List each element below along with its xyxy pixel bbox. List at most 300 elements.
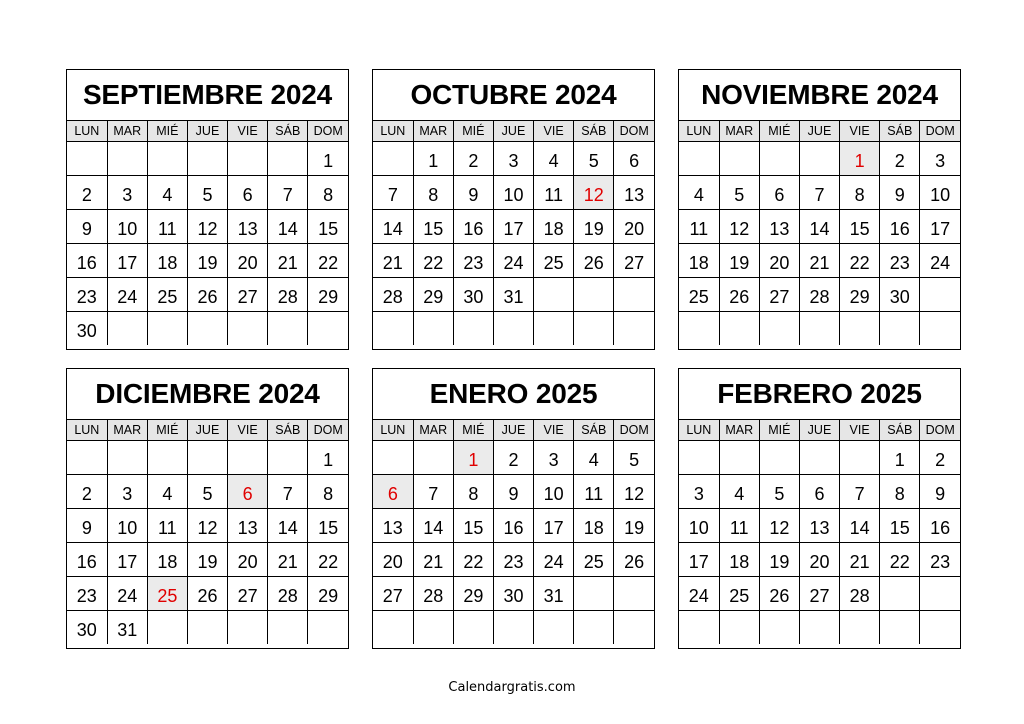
day-number xyxy=(679,342,719,345)
day-cell xyxy=(453,244,493,278)
day-cell xyxy=(453,278,493,312)
day-number xyxy=(920,641,960,644)
weekday-label: JUE xyxy=(799,121,839,142)
week-row xyxy=(679,577,960,611)
weekday-label: MIÉ xyxy=(147,121,187,142)
day-cell xyxy=(574,475,614,509)
empty-day-cell xyxy=(719,611,759,645)
day-number: 11 xyxy=(729,518,749,538)
day-cell xyxy=(107,278,147,312)
day-cell xyxy=(187,244,227,278)
day-number: 29 xyxy=(849,287,870,307)
day-cell xyxy=(308,475,348,509)
day-number: 24 xyxy=(688,586,709,606)
empty-day-cell xyxy=(373,611,413,645)
empty-day-cell xyxy=(373,312,413,346)
week-row xyxy=(373,244,654,278)
weekday-label: SÁB xyxy=(574,121,614,142)
day-cell xyxy=(799,210,839,244)
day-cell xyxy=(799,244,839,278)
day-cell xyxy=(534,509,574,543)
empty-day-cell xyxy=(453,312,493,346)
weekday-label: VIE xyxy=(228,420,268,441)
empty-day-cell xyxy=(147,142,187,176)
day-cell xyxy=(759,543,799,577)
weekday-label: DOM xyxy=(614,420,654,441)
day-cell xyxy=(453,441,493,475)
day-cell xyxy=(453,475,493,509)
week-row xyxy=(67,441,348,475)
week-row xyxy=(373,475,654,509)
day-number: 15 xyxy=(849,219,870,239)
day-number: 16 xyxy=(76,253,97,273)
day-number: 3 xyxy=(122,484,133,504)
day-number: 24 xyxy=(117,287,138,307)
day-cell xyxy=(147,244,187,278)
week-row xyxy=(373,210,654,244)
day-cell xyxy=(920,142,960,176)
empty-day-cell xyxy=(228,142,268,176)
week-row xyxy=(67,176,348,210)
week-row xyxy=(67,312,348,346)
day-cell xyxy=(308,441,348,475)
weekday-label: LUN xyxy=(679,420,719,441)
month-september-2024 xyxy=(66,69,349,350)
day-cell xyxy=(574,142,614,176)
day-number: 28 xyxy=(849,586,870,606)
day-cell xyxy=(880,509,920,543)
day-number xyxy=(840,641,879,644)
month-october-2024 xyxy=(372,69,655,350)
day-number: 30 xyxy=(889,287,910,307)
day-cell xyxy=(268,244,308,278)
day-cell xyxy=(840,142,880,176)
day-cell xyxy=(67,475,107,509)
empty-day-cell xyxy=(147,441,187,475)
weekday-label: VIE xyxy=(840,420,880,441)
week-row xyxy=(67,244,348,278)
month-title: SEPTIEMBRE 2024 xyxy=(67,70,348,121)
day-number: 9 xyxy=(468,185,479,205)
day-number: 25 xyxy=(729,586,750,606)
day-cell xyxy=(228,244,268,278)
empty-day-cell xyxy=(67,142,107,176)
empty-day-cell xyxy=(228,312,268,346)
day-cell xyxy=(107,176,147,210)
day-number: 21 xyxy=(849,552,870,572)
day-number: 7 xyxy=(854,484,865,504)
day-number: 12 xyxy=(769,518,790,538)
day-number: 23 xyxy=(76,287,97,307)
day-number: 9 xyxy=(81,518,92,538)
day-number: 13 xyxy=(769,219,790,239)
day-number: 14 xyxy=(809,219,830,239)
day-number: 5 xyxy=(202,484,213,504)
day-cell xyxy=(679,543,719,577)
day-number: 19 xyxy=(197,253,218,273)
day-number: 22 xyxy=(463,552,484,572)
empty-day-cell xyxy=(719,142,759,176)
week-row xyxy=(679,312,960,346)
week-row xyxy=(679,543,960,577)
day-number: 10 xyxy=(930,185,951,205)
day-number: 8 xyxy=(854,185,865,205)
empty-day-cell xyxy=(759,441,799,475)
weekday-label: SÁB xyxy=(880,420,920,441)
empty-day-cell xyxy=(107,312,147,346)
day-number: 4 xyxy=(734,484,745,504)
day-cell xyxy=(147,210,187,244)
day-cell xyxy=(268,278,308,312)
weekday-label: MAR xyxy=(107,420,147,441)
day-cell xyxy=(67,577,107,611)
empty-day-cell xyxy=(799,312,839,346)
day-cell xyxy=(493,176,533,210)
day-number: 21 xyxy=(382,253,403,273)
day-number xyxy=(373,342,413,345)
day-number: 7 xyxy=(428,484,439,504)
week-row xyxy=(67,577,348,611)
day-number: 15 xyxy=(423,219,444,239)
day-number xyxy=(880,342,919,345)
day-cell xyxy=(534,441,574,475)
day-cell xyxy=(880,475,920,509)
day-cell xyxy=(614,441,654,475)
empty-day-cell xyxy=(67,441,107,475)
day-number: 29 xyxy=(318,586,339,606)
day-cell xyxy=(759,278,799,312)
empty-day-cell xyxy=(880,577,920,611)
empty-day-cell xyxy=(719,441,759,475)
day-cell xyxy=(719,244,759,278)
weekday-label: LUN xyxy=(67,420,107,441)
empty-day-cell xyxy=(187,142,227,176)
day-number: 1 xyxy=(854,151,865,171)
week-row xyxy=(679,441,960,475)
day-cell xyxy=(107,543,147,577)
day-cell xyxy=(228,278,268,312)
day-cell xyxy=(534,210,574,244)
empty-day-cell xyxy=(574,312,614,346)
day-number: 5 xyxy=(629,450,640,470)
empty-day-cell xyxy=(228,611,268,645)
day-number: 6 xyxy=(242,484,253,504)
day-number: 11 xyxy=(544,185,563,205)
weekday-label: JUE xyxy=(187,121,227,142)
day-number: 10 xyxy=(117,518,138,538)
weekday-label: VIE xyxy=(840,121,880,142)
day-cell xyxy=(574,244,614,278)
day-cell xyxy=(413,509,453,543)
day-cell xyxy=(187,210,227,244)
day-cell xyxy=(534,176,574,210)
empty-day-cell xyxy=(799,611,839,645)
week-row xyxy=(67,210,348,244)
day-number: 26 xyxy=(624,552,645,572)
day-number: 17 xyxy=(688,552,709,572)
weekday-label: MIÉ xyxy=(147,420,187,441)
day-number: 5 xyxy=(734,185,745,205)
day-cell xyxy=(373,210,413,244)
day-number: 18 xyxy=(157,552,178,572)
day-number: 18 xyxy=(157,253,178,273)
day-number: 21 xyxy=(277,552,298,572)
empty-day-cell xyxy=(614,577,654,611)
day-cell xyxy=(679,278,719,312)
day-cell xyxy=(493,278,533,312)
weekday-header-row xyxy=(67,420,348,441)
month-title: NOVIEMBRE 2024 xyxy=(679,70,960,121)
day-number: 25 xyxy=(583,552,604,572)
day-cell xyxy=(107,611,147,645)
week-row xyxy=(373,312,654,346)
empty-day-cell xyxy=(614,611,654,645)
day-number: 28 xyxy=(277,287,298,307)
day-number: 24 xyxy=(503,253,524,273)
day-number: 9 xyxy=(81,219,92,239)
empty-day-cell xyxy=(799,441,839,475)
empty-day-cell xyxy=(534,611,574,645)
week-row xyxy=(67,142,348,176)
weekday-label: MIÉ xyxy=(759,121,799,142)
empty-day-cell xyxy=(799,142,839,176)
day-number xyxy=(188,342,227,345)
month-grid xyxy=(373,420,654,644)
day-number: 28 xyxy=(277,586,298,606)
day-number: 16 xyxy=(930,518,951,538)
day-number: 26 xyxy=(729,287,750,307)
day-number: 29 xyxy=(423,287,444,307)
weekday-label: MIÉ xyxy=(453,121,493,142)
day-number: 26 xyxy=(769,586,790,606)
weekday-label: VIE xyxy=(534,121,574,142)
day-cell xyxy=(308,577,348,611)
day-cell xyxy=(453,509,493,543)
empty-day-cell xyxy=(373,142,413,176)
day-number xyxy=(534,342,573,345)
day-cell xyxy=(493,210,533,244)
day-number: 7 xyxy=(282,185,293,205)
weekday-header-row xyxy=(679,121,960,142)
day-cell xyxy=(759,210,799,244)
day-number: 2 xyxy=(81,185,92,205)
day-number: 11 xyxy=(158,518,177,538)
day-cell xyxy=(67,509,107,543)
day-cell xyxy=(413,577,453,611)
day-number: 5 xyxy=(774,484,785,504)
week-row xyxy=(373,509,654,543)
day-number: 29 xyxy=(463,586,484,606)
day-number: 1 xyxy=(894,450,905,470)
day-cell xyxy=(308,142,348,176)
day-cell xyxy=(413,543,453,577)
day-number: 19 xyxy=(197,552,218,572)
day-cell xyxy=(373,176,413,210)
day-cell xyxy=(840,577,880,611)
week-row xyxy=(373,142,654,176)
day-cell xyxy=(493,475,533,509)
day-cell xyxy=(759,475,799,509)
day-number: 16 xyxy=(503,518,524,538)
weekday-label: SÁB xyxy=(268,121,308,142)
day-cell xyxy=(308,509,348,543)
day-cell xyxy=(107,577,147,611)
day-number: 26 xyxy=(583,253,604,273)
week-row xyxy=(67,475,348,509)
day-cell xyxy=(268,509,308,543)
empty-day-cell xyxy=(679,312,719,346)
day-number: 30 xyxy=(463,287,484,307)
weekday-label: MAR xyxy=(719,121,759,142)
empty-day-cell xyxy=(534,312,574,346)
day-number: 20 xyxy=(237,253,258,273)
day-cell xyxy=(614,244,654,278)
day-number: 8 xyxy=(323,484,334,504)
empty-day-cell xyxy=(413,611,453,645)
day-number: 27 xyxy=(769,287,790,307)
day-cell xyxy=(920,441,960,475)
day-cell xyxy=(574,210,614,244)
day-number: 19 xyxy=(624,518,645,538)
day-number: 27 xyxy=(624,253,645,273)
day-cell xyxy=(107,244,147,278)
day-cell xyxy=(453,543,493,577)
footer-website: Calendargratis.com xyxy=(448,680,576,695)
empty-day-cell xyxy=(413,441,453,475)
day-number: 2 xyxy=(935,450,946,470)
empty-day-cell xyxy=(453,611,493,645)
day-cell xyxy=(413,176,453,210)
day-cell xyxy=(574,509,614,543)
day-number: 10 xyxy=(688,518,709,538)
day-cell xyxy=(453,210,493,244)
week-row xyxy=(373,611,654,645)
empty-day-cell xyxy=(308,312,348,346)
day-number: 20 xyxy=(769,253,790,273)
empty-day-cell xyxy=(759,312,799,346)
day-cell xyxy=(719,475,759,509)
empty-day-cell xyxy=(187,441,227,475)
day-cell xyxy=(373,244,413,278)
day-number: 5 xyxy=(588,151,599,171)
day-cell xyxy=(453,142,493,176)
day-number: 18 xyxy=(583,518,604,538)
day-cell xyxy=(799,475,839,509)
day-cell xyxy=(453,577,493,611)
day-cell xyxy=(67,278,107,312)
weekday-label: SÁB xyxy=(574,420,614,441)
day-cell xyxy=(373,509,413,543)
day-cell xyxy=(228,543,268,577)
day-cell xyxy=(719,577,759,611)
week-row xyxy=(679,509,960,543)
day-number xyxy=(148,641,187,644)
month-january-2025 xyxy=(372,368,655,649)
empty-day-cell xyxy=(840,312,880,346)
weekday-label: VIE xyxy=(228,121,268,142)
day-number: 31 xyxy=(543,586,564,606)
empty-day-cell xyxy=(759,611,799,645)
day-number: 13 xyxy=(237,219,258,239)
empty-day-cell xyxy=(920,611,960,645)
day-number: 27 xyxy=(809,586,830,606)
day-number: 16 xyxy=(76,552,97,572)
day-cell xyxy=(759,244,799,278)
day-cell xyxy=(373,475,413,509)
empty-day-cell xyxy=(574,577,614,611)
day-number xyxy=(308,342,348,345)
day-number: 22 xyxy=(318,552,339,572)
day-number xyxy=(454,641,493,644)
day-number: 27 xyxy=(382,586,403,606)
day-number: 14 xyxy=(277,219,298,239)
day-cell xyxy=(453,176,493,210)
day-number: 5 xyxy=(202,185,213,205)
month-grid xyxy=(679,420,960,644)
empty-day-cell xyxy=(308,611,348,645)
empty-day-cell xyxy=(759,142,799,176)
day-number: 3 xyxy=(122,185,133,205)
day-cell xyxy=(187,176,227,210)
day-cell xyxy=(880,210,920,244)
empty-day-cell xyxy=(840,441,880,475)
day-number: 6 xyxy=(242,185,253,205)
day-number: 23 xyxy=(889,253,910,273)
day-number xyxy=(614,342,654,345)
month-title: FEBRERO 2025 xyxy=(679,369,960,420)
day-cell xyxy=(187,509,227,543)
day-cell xyxy=(268,475,308,509)
day-number: 22 xyxy=(889,552,910,572)
weekday-label: LUN xyxy=(373,121,413,142)
weekday-label: LUN xyxy=(373,420,413,441)
day-number: 27 xyxy=(237,586,258,606)
day-cell xyxy=(373,577,413,611)
day-number: 3 xyxy=(508,151,519,171)
day-cell xyxy=(840,176,880,210)
day-cell xyxy=(268,176,308,210)
day-number: 9 xyxy=(508,484,519,504)
day-cell xyxy=(413,278,453,312)
day-cell xyxy=(679,577,719,611)
day-cell xyxy=(880,176,920,210)
day-cell xyxy=(268,210,308,244)
day-cell xyxy=(534,244,574,278)
empty-day-cell xyxy=(413,312,453,346)
day-cell xyxy=(574,176,614,210)
day-number: 25 xyxy=(157,586,178,606)
empty-day-cell xyxy=(187,611,227,645)
day-number: 18 xyxy=(688,253,709,273)
day-number xyxy=(760,641,799,644)
day-cell xyxy=(187,543,227,577)
weekday-header-row xyxy=(373,420,654,441)
day-cell xyxy=(147,543,187,577)
day-number: 21 xyxy=(277,253,298,273)
day-number: 8 xyxy=(428,185,439,205)
day-cell xyxy=(920,543,960,577)
day-number: 20 xyxy=(624,219,645,239)
weekday-label: DOM xyxy=(614,121,654,142)
day-cell xyxy=(799,577,839,611)
day-number: 7 xyxy=(814,185,825,205)
day-number: 23 xyxy=(503,552,524,572)
day-number xyxy=(188,641,227,644)
day-cell xyxy=(614,176,654,210)
day-cell xyxy=(268,577,308,611)
day-number: 16 xyxy=(463,219,484,239)
day-number: 3 xyxy=(693,484,704,504)
